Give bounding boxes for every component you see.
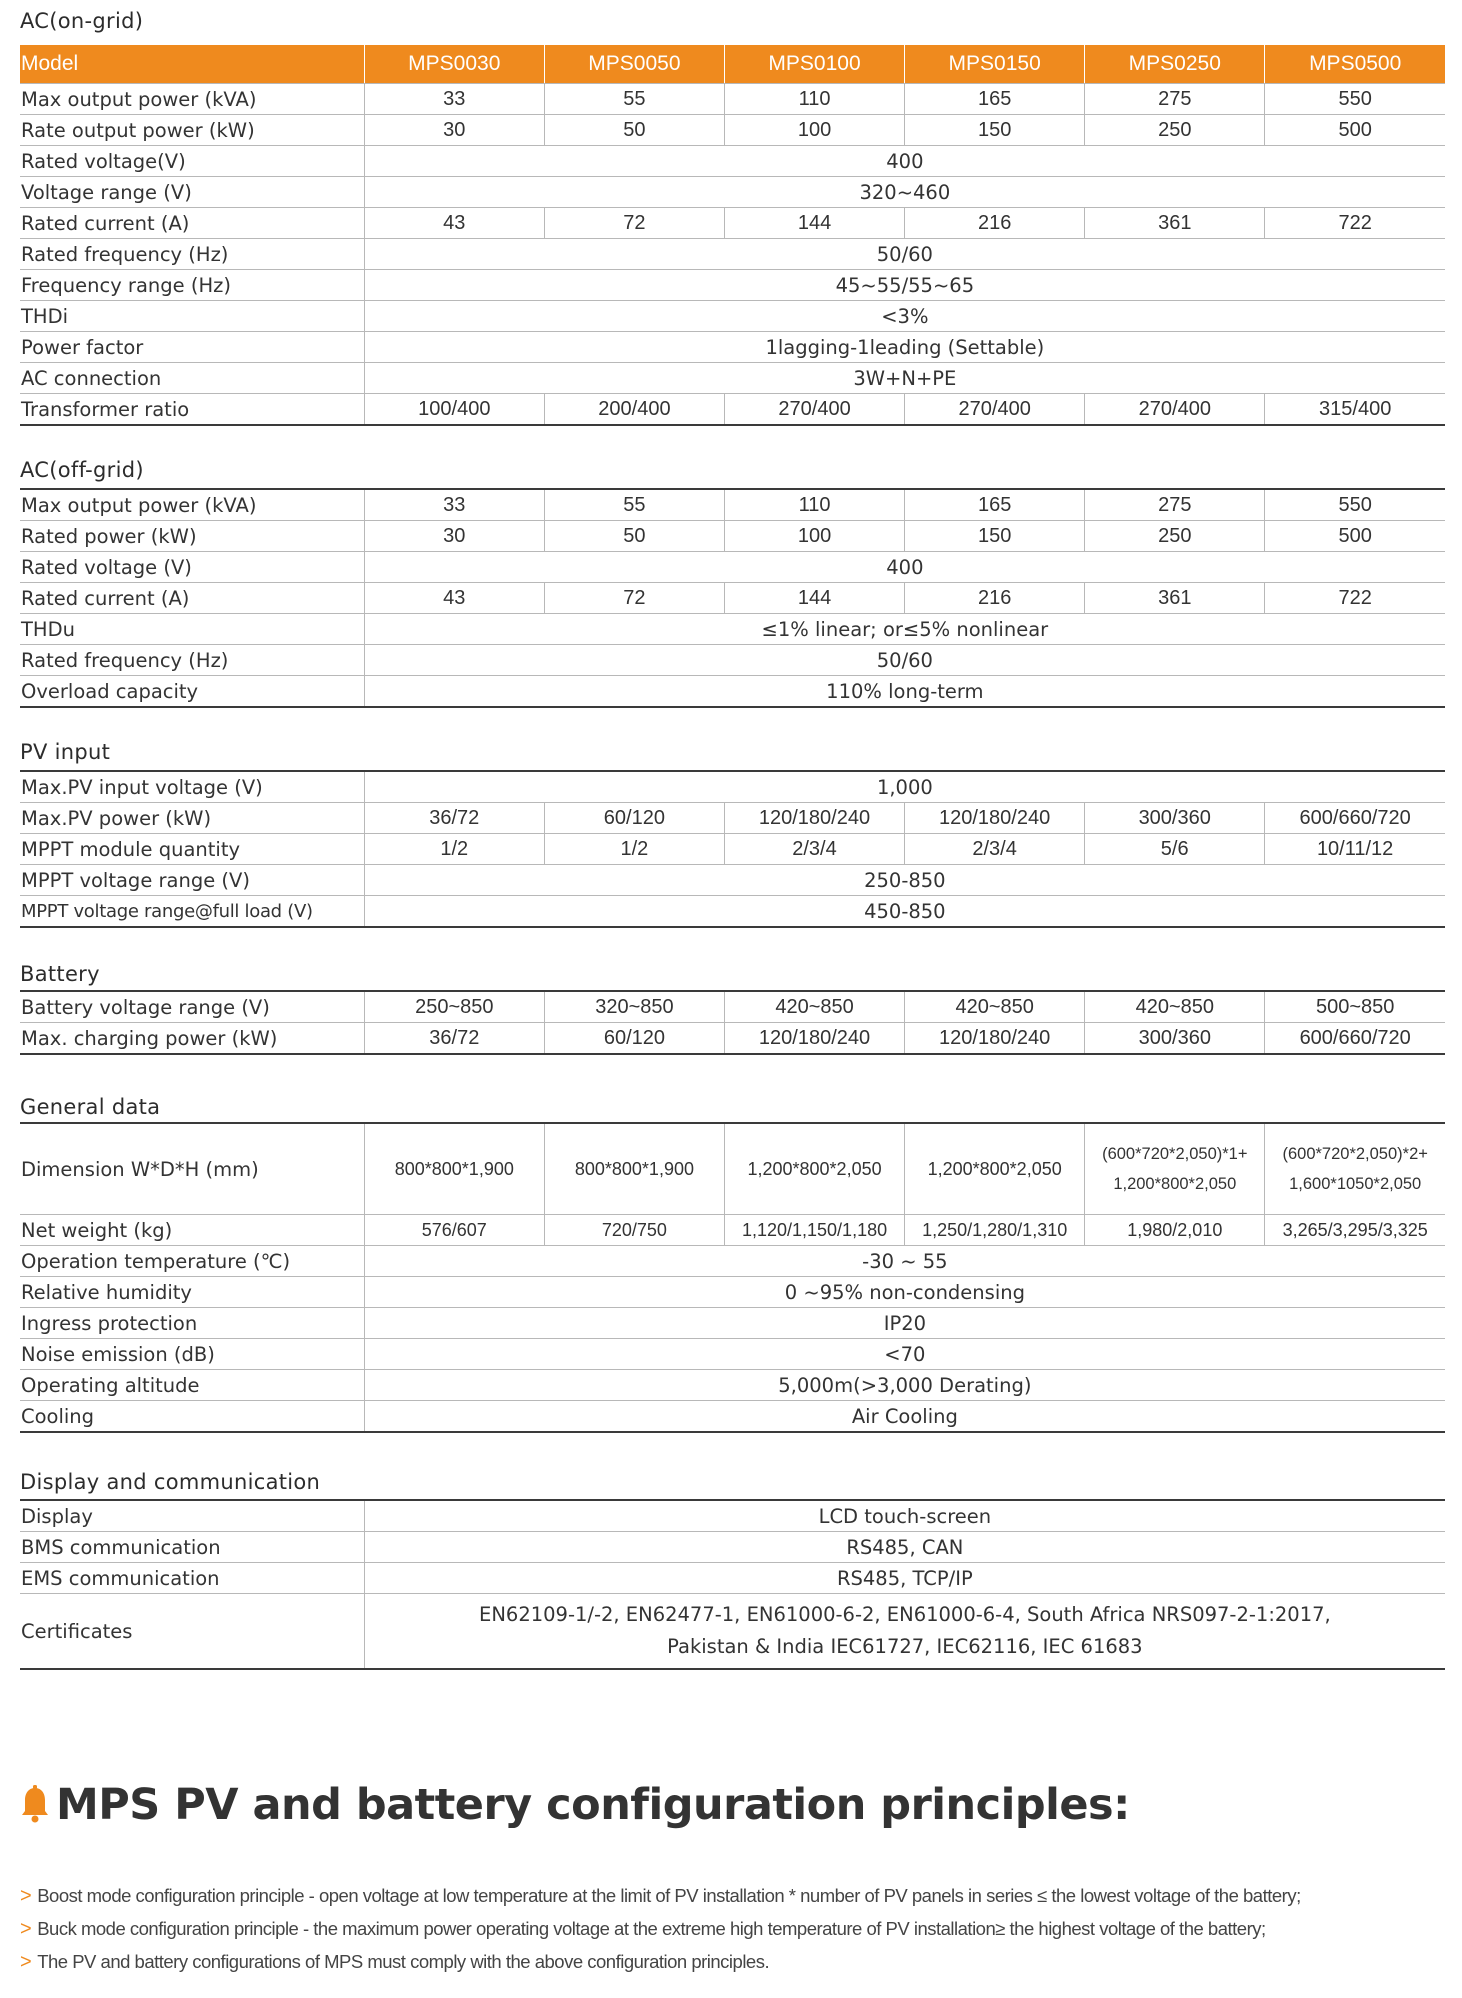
table-row — [20, 1500, 1445, 1532]
cell-span: RS485, TCP/IP — [364, 1563, 1445, 1594]
row-label: Max output power (kVA) — [20, 84, 364, 115]
cell: 1,200*800*2,050 — [724, 1123, 904, 1215]
table-row — [20, 270, 1445, 301]
table-row — [20, 239, 1445, 270]
row-label: EMS communication — [20, 1563, 364, 1594]
table-row — [20, 1532, 1445, 1563]
cell: 600/660/720 — [1265, 1023, 1445, 1055]
cell — [1265, 1123, 1445, 1215]
table-row — [20, 115, 1445, 146]
cell: 2/3/4 — [724, 834, 904, 865]
cell: 1,200*800*2,050 — [905, 1123, 1085, 1215]
table-row — [20, 834, 1445, 865]
cell-span: 3W+N+PE — [364, 363, 1445, 394]
model-mps0030: MPS0030 — [364, 45, 544, 84]
cell-span: 0 ~95% non-condensing — [364, 1277, 1445, 1308]
table-row — [20, 896, 1445, 928]
cell-span: 250-850 — [364, 865, 1445, 896]
section-title-ac-off-grid: AC(off-grid) — [20, 458, 144, 482]
cell: 500 — [1265, 521, 1445, 552]
cell: 216 — [905, 208, 1085, 239]
cell: 144 — [724, 208, 904, 239]
cell: 300/360 — [1085, 803, 1265, 834]
cert-line: EN62109-1/-2, EN62477-1, EN61000-6-2, EN61000-6-4, South Africa NRS097-2-1:2017, — [479, 1603, 1331, 1626]
cell: 165 — [905, 489, 1085, 521]
row-label: Operating altitude — [20, 1370, 364, 1401]
cell-span: 50/60 — [364, 239, 1445, 270]
table-row — [20, 1370, 1445, 1401]
row-label: MPPT module quantity — [20, 834, 364, 865]
row-label: Voltage range (V) — [20, 177, 364, 208]
cell: 3,265/3,295/3,325 — [1265, 1215, 1445, 1246]
cell: 55 — [544, 489, 724, 521]
cell: 5/6 — [1085, 834, 1265, 865]
row-label: BMS communication — [20, 1532, 364, 1563]
table-row — [20, 489, 1445, 521]
cell-line: (600*720*2,050)*1+ — [1102, 1145, 1248, 1163]
cell: 43 — [364, 208, 544, 239]
cell: 270/400 — [905, 394, 1085, 426]
table-ac-on-grid — [20, 45, 1445, 426]
list-item — [20, 1885, 1301, 1908]
cell: 500 — [1265, 115, 1445, 146]
row-label: AC connection — [20, 363, 364, 394]
cell-span: RS485, CAN — [364, 1532, 1445, 1563]
cell: 33 — [364, 84, 544, 115]
cell — [1085, 1123, 1265, 1215]
model-mps0250: MPS0250 — [1085, 45, 1265, 84]
table-row — [20, 394, 1445, 426]
cell: 43 — [364, 583, 544, 614]
cell: 30 — [364, 115, 544, 146]
cell: 361 — [1085, 208, 1265, 239]
cell: 320~850 — [544, 991, 724, 1023]
model-label: Model — [20, 45, 364, 84]
row-label: Display — [20, 1500, 364, 1532]
table-ac-off-grid — [20, 488, 1445, 708]
cell: 1/2 — [544, 834, 724, 865]
cell: 120/180/240 — [724, 1023, 904, 1055]
row-label: Max output power (kVA) — [20, 489, 364, 521]
cell: 420~850 — [905, 991, 1085, 1023]
table-row — [20, 301, 1445, 332]
cell: 576/607 — [364, 1215, 544, 1246]
row-label: MPPT voltage range@full load (V) — [20, 896, 364, 928]
table-battery — [20, 990, 1445, 1055]
table-row — [20, 614, 1445, 645]
row-label: Rated voltage (V) — [20, 552, 364, 583]
table-row — [20, 583, 1445, 614]
cell-span: 1,000 — [364, 771, 1445, 803]
row-label: Rated frequency (Hz) — [20, 239, 364, 270]
cell: 55 — [544, 84, 724, 115]
row-label: Rate output power (kW) — [20, 115, 364, 146]
row-label: Power factor — [20, 332, 364, 363]
table-row — [20, 803, 1445, 834]
row-label: Cooling — [20, 1401, 364, 1433]
table-row — [20, 146, 1445, 177]
row-label: THDi — [20, 301, 364, 332]
cell: 30 — [364, 521, 544, 552]
cell: 1/2 — [364, 834, 544, 865]
principle-text: The PV and battery configurations of MPS must comply with the above configuration principles. — [37, 1951, 770, 1972]
cell-span: 45~55/55~65 — [364, 270, 1445, 301]
cell: 1,120/1,150/1,180 — [724, 1215, 904, 1246]
table-row — [20, 1246, 1445, 1277]
row-label: Operation temperature (℃) — [20, 1246, 364, 1277]
row-label: Max.PV input voltage (V) — [20, 771, 364, 803]
arrow-icon: > — [20, 1918, 32, 1940]
list-item — [20, 1951, 769, 1974]
table-row — [20, 676, 1445, 708]
row-label: Max.PV power (kW) — [20, 803, 364, 834]
section-title-pv-input: PV input — [20, 740, 111, 764]
row-label: Rated current (A) — [20, 583, 364, 614]
cell-span: 1lagging-1leading (Settable) — [364, 332, 1445, 363]
cell: 150 — [905, 521, 1085, 552]
cell: 420~850 — [1085, 991, 1265, 1023]
cell: 165 — [905, 84, 1085, 115]
cell: 100/400 — [364, 394, 544, 426]
table-row — [20, 1594, 1445, 1670]
cell: 110 — [724, 489, 904, 521]
table-row — [20, 1563, 1445, 1594]
cell: 100 — [724, 521, 904, 552]
cell: 1,980/2,010 — [1085, 1215, 1265, 1246]
row-label: THDu — [20, 614, 364, 645]
row-label: MPPT voltage range (V) — [20, 865, 364, 896]
cell: 60/120 — [544, 1023, 724, 1055]
cell: 2/3/4 — [905, 834, 1085, 865]
cell: 216 — [905, 583, 1085, 614]
list-item — [20, 1918, 1266, 1941]
section-title-battery: Battery — [20, 962, 100, 986]
cell: 120/180/240 — [724, 803, 904, 834]
table-row — [20, 1215, 1445, 1246]
cell: 720/750 — [544, 1215, 724, 1246]
cell-span: IP20 — [364, 1308, 1445, 1339]
model-mps0050: MPS0050 — [544, 45, 724, 84]
arrow-icon: > — [20, 1951, 32, 1973]
table-row — [20, 1401, 1445, 1433]
cell: 420~850 — [724, 991, 904, 1023]
table-row — [20, 177, 1445, 208]
row-label: Rated frequency (Hz) — [20, 645, 364, 676]
cell: 250 — [1085, 115, 1265, 146]
principles-title-text: MPS PV and battery configuration principles: — [56, 1780, 1130, 1830]
table-row — [20, 771, 1445, 803]
table-pv-input — [20, 770, 1445, 928]
cell: 33 — [364, 489, 544, 521]
table-row — [20, 521, 1445, 552]
cell: 270/400 — [1085, 394, 1265, 426]
row-label: Rated voltage(V) — [20, 146, 364, 177]
bell-icon — [20, 1785, 50, 1823]
arrow-icon: > — [20, 1885, 32, 1907]
cell: 100 — [724, 115, 904, 146]
row-label: Max. charging power (kW) — [20, 1023, 364, 1055]
cell: 722 — [1265, 208, 1445, 239]
cell: 300/360 — [1085, 1023, 1265, 1055]
row-label: Rated power (kW) — [20, 521, 364, 552]
row-label: Relative humidity — [20, 1277, 364, 1308]
section-title-ac-on-grid: AC(on-grid) — [20, 9, 144, 33]
cell: 600/660/720 — [1265, 803, 1445, 834]
table-row — [20, 1023, 1445, 1055]
cell-span: ≤1% linear; or≤5% nonlinear — [364, 614, 1445, 645]
table-row — [20, 552, 1445, 583]
table-row — [20, 1123, 1445, 1215]
cell: 275 — [1085, 489, 1265, 521]
row-label: Noise emission (dB) — [20, 1339, 364, 1370]
cell: 110 — [724, 84, 904, 115]
table-display-communication — [20, 1499, 1445, 1670]
row-label: Net weight (kg) — [20, 1215, 364, 1246]
cell: 60/120 — [544, 803, 724, 834]
cell: 270/400 — [724, 394, 904, 426]
table-row — [20, 645, 1445, 676]
row-label: Battery voltage range (V) — [20, 991, 364, 1023]
cell-span: 50/60 — [364, 645, 1445, 676]
table-row — [20, 1308, 1445, 1339]
model-mps0100: MPS0100 — [724, 45, 904, 84]
table-row — [20, 208, 1445, 239]
cell-span: -30 ~ 55 — [364, 1246, 1445, 1277]
table-row — [20, 1339, 1445, 1370]
cell-line: 1,200*800*2,050 — [1113, 1175, 1237, 1193]
cell: 315/400 — [1265, 394, 1445, 426]
cell-span: 110% long-term — [364, 676, 1445, 708]
row-label: Ingress protection — [20, 1308, 364, 1339]
table-general-data — [20, 1122, 1445, 1433]
cell-span: 400 — [364, 146, 1445, 177]
cell: 550 — [1265, 489, 1445, 521]
cell: 500~850 — [1265, 991, 1445, 1023]
row-label: Frequency range (Hz) — [20, 270, 364, 301]
cell: 800*800*1,900 — [364, 1123, 544, 1215]
principle-text: Buck mode configuration principle - the maximum power operating voltage at the extreme high temperature of PV installation≥ the highest voltage of the battery; — [37, 1918, 1266, 1939]
model-mps0150: MPS0150 — [905, 45, 1085, 84]
cell: 50 — [544, 521, 724, 552]
cell-span — [364, 1594, 1445, 1670]
cell: 250~850 — [364, 991, 544, 1023]
cell-span: Air Cooling — [364, 1401, 1445, 1433]
cell-line: (600*720*2,050)*2+ — [1282, 1145, 1428, 1163]
model-mps0500: MPS0500 — [1265, 45, 1445, 84]
cell: 144 — [724, 583, 904, 614]
cell: 275 — [1085, 84, 1265, 115]
row-label: Overload capacity — [20, 676, 364, 708]
principle-text: Boost mode configuration principle - open voltage at low temperature at the limit of PV installation * number of PV panels in series ≤ the lowest voltage of the battery; — [37, 1885, 1301, 1906]
table-row — [20, 363, 1445, 394]
cell-span: <3% — [364, 301, 1445, 332]
table-row — [20, 84, 1445, 115]
row-label: Rated current (A) — [20, 208, 364, 239]
cell: 722 — [1265, 583, 1445, 614]
cell-span: <70 — [364, 1339, 1445, 1370]
cell: 1,250/1,280/1,310 — [905, 1215, 1085, 1246]
cell-line: 1,600*1050*2,050 — [1289, 1175, 1422, 1193]
cell-span: 320~460 — [364, 177, 1445, 208]
cell: 800*800*1,900 — [544, 1123, 724, 1215]
section-title-general-data: General data — [20, 1095, 161, 1119]
table-row — [20, 865, 1445, 896]
cell: 120/180/240 — [905, 1023, 1085, 1055]
cell: 10/11/12 — [1265, 834, 1445, 865]
table-row — [20, 1277, 1445, 1308]
cell-span: LCD touch-screen — [364, 1500, 1445, 1532]
cell: 250 — [1085, 521, 1265, 552]
cell: 72 — [544, 583, 724, 614]
row-label: Certificates — [20, 1594, 364, 1670]
cell-span: 5,000m(>3,000 Derating) — [364, 1370, 1445, 1401]
cell-span: 400 — [364, 552, 1445, 583]
cell: 36/72 — [364, 1023, 544, 1055]
section-title-display-communication: Display and communication — [20, 1470, 321, 1494]
principles-title — [20, 1780, 1130, 1830]
cell: 72 — [544, 208, 724, 239]
row-label: Transformer ratio — [20, 394, 364, 426]
table-row — [20, 332, 1445, 363]
table-row — [20, 991, 1445, 1023]
cert-line: Pakistan & India IEC61727, IEC62116, IEC 61683 — [667, 1635, 1143, 1658]
cell-span: 450-850 — [364, 896, 1445, 928]
row-label: Dimension W*D*H (mm) — [20, 1123, 364, 1215]
cell: 200/400 — [544, 394, 724, 426]
cell: 50 — [544, 115, 724, 146]
model-header-row — [20, 45, 1445, 84]
cell: 36/72 — [364, 803, 544, 834]
cell: 550 — [1265, 84, 1445, 115]
cell: 120/180/240 — [905, 803, 1085, 834]
cell: 361 — [1085, 583, 1265, 614]
cell: 150 — [905, 115, 1085, 146]
